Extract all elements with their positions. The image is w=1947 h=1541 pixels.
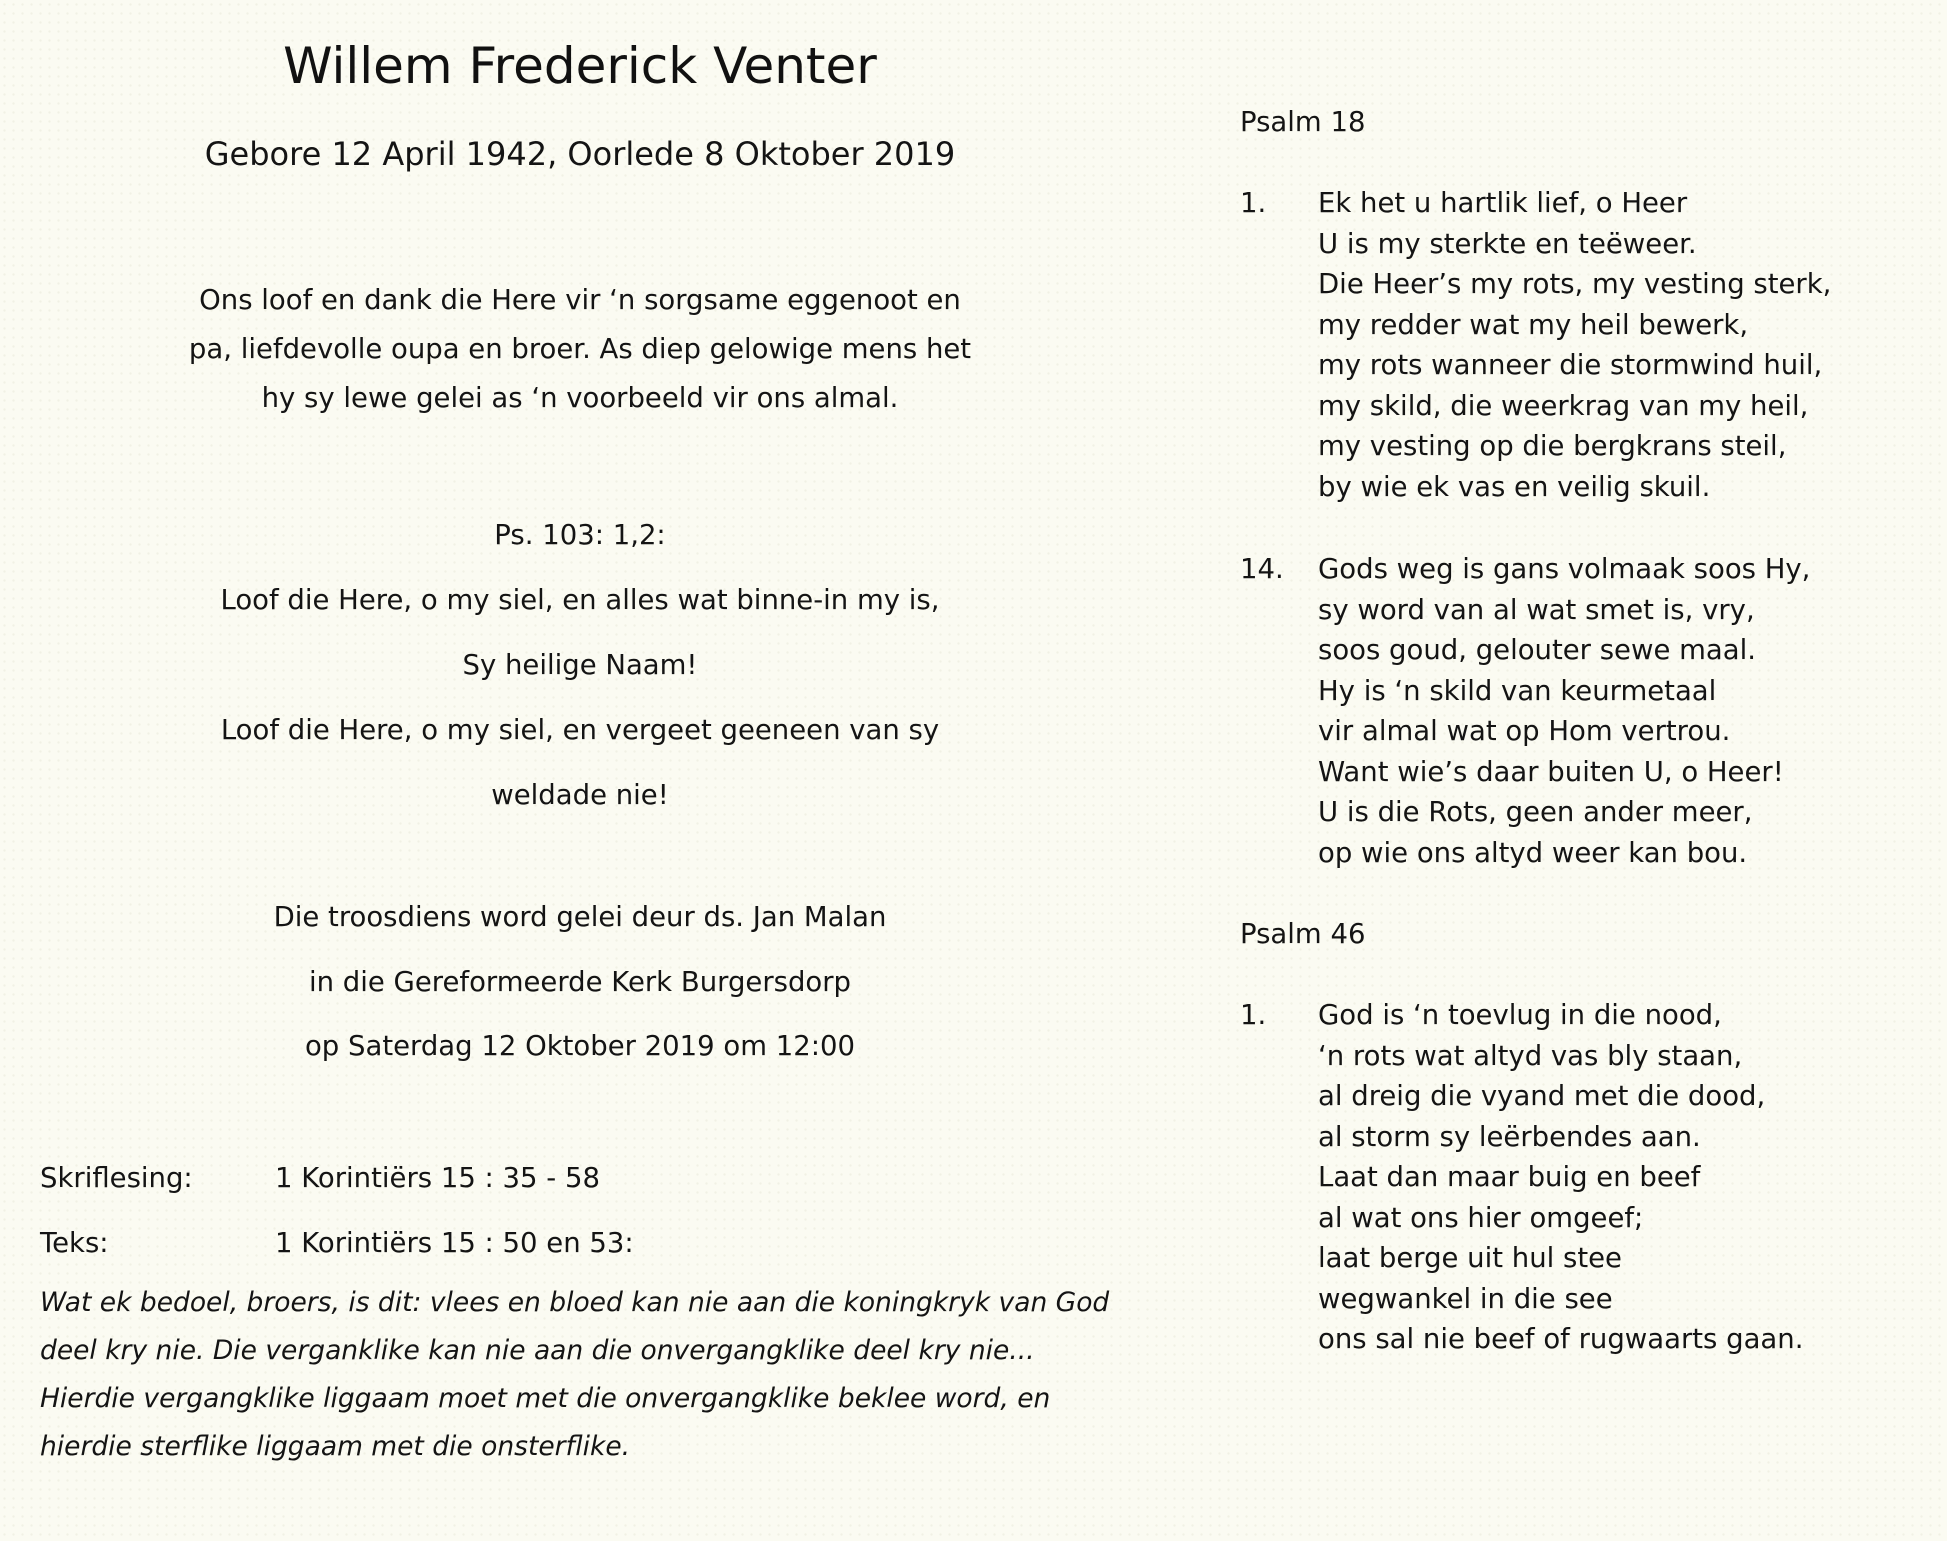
verse-line: al wat ons hier omgeef;: [1318, 1201, 1644, 1234]
verse-line: U is die Rots, geen ander meer,: [1318, 796, 1753, 828]
scripture-line: Sy heilige Naam!: [462, 649, 698, 681]
scripture-line: weldade nie!: [491, 779, 669, 811]
verse-line: ons sal nie beef of rugwaarts gaan.: [1318, 1323, 1804, 1355]
tribute-line: hy sy lewe gelei as ‘n voorbeeld vir ons almal.: [261, 382, 899, 414]
verse-line: Die Heer’s my rots, my vesting sterk,: [1318, 268, 1832, 300]
verse-line: Gods weg is gans volmaak soos Hy,: [1318, 553, 1811, 585]
verse-line: my skild, die weerkrag van my heil,: [1318, 389, 1809, 422]
verse-line: wegwankel in die see: [1318, 1282, 1613, 1315]
verse-line: vir almal wat op Hom vertrou.: [1318, 715, 1731, 747]
birth-death-dates: Gebore 12 April 1942, Oorlede 8 Oktober 2019: [204, 135, 956, 173]
tribute-paragraph: [0, 276, 1160, 423]
quote-line: Hierdie vergangklike liggaam moet met die onvergangklike beklee word, en: [40, 1383, 1051, 1414]
quote-line: Wat ek bedoel, broers, is dit: vlees en bloed kan nie aan die koningkryk van God: [40, 1287, 1110, 1318]
verse-line: my rots wanneer die stormwind huil,: [1318, 349, 1823, 381]
tribute-line: Ons loof en dank die Here vir ‘n sorgsame eggenoot en: [199, 284, 961, 316]
verse-lines: [1318, 183, 1831, 507]
skriflesing-row: [40, 1146, 634, 1211]
service-line: op Saterdag 12 Oktober 2019 om 12:00: [304, 1030, 856, 1062]
reading-section: [40, 1146, 634, 1276]
scripture-passage: [0, 503, 1160, 828]
verse-line: my vesting op die bergkrans steil,: [1318, 430, 1787, 462]
verse-lines: [1318, 995, 1803, 1360]
verse-line: laat berge uit hul stee: [1318, 1242, 1622, 1274]
verse-line: my redder wat my heil bewerk,: [1318, 308, 1749, 341]
scripture-reference: Ps. 103: 1,2:: [494, 519, 666, 551]
service-line: in die Gereformeerde Kerk Burgersdorp: [308, 965, 852, 998]
skriflesing-label: Skriflesing:: [40, 1162, 193, 1194]
psalm-title: Psalm 46: [1240, 918, 1366, 950]
skriflesing-value: 1 Korintiërs 15 : 35 - 58: [275, 1162, 600, 1194]
tribute-line: pa, liefdevolle oupa en broer. As diep gelowige mens het: [188, 333, 972, 365]
verse-line: God is ‘n toevlug in die nood,: [1318, 999, 1722, 1031]
psalm-title: Psalm 18: [1240, 106, 1366, 138]
verse-lines: [1318, 549, 1810, 873]
right-column-psalms: [1240, 0, 1940, 1541]
verse-line: al dreig die vyand met die dood,: [1318, 1080, 1766, 1112]
quote-line: deel kry nie. Die verganklike kan nie aan die onvergangklike deel kry nie...: [40, 1335, 1035, 1366]
scripture-line: Loof die Here, o my siel, en alles wat binne-in my is,: [220, 584, 940, 616]
deceased-name-title: Willem Frederick Venter: [283, 37, 877, 95]
verse-line: ‘n rots wat altyd vas bly staan,: [1318, 1039, 1743, 1072]
verse-line: Laat dan maar buig en beef: [1318, 1161, 1701, 1193]
verse-number: 1.: [1240, 999, 1267, 1031]
verse-line: Ek het u hartlik lief, o Heer: [1318, 187, 1688, 219]
verse-line: sy word van al wat smet is, vry,: [1318, 593, 1755, 626]
service-line: Die troosdiens word gelei deur ds. Jan Malan: [273, 901, 887, 933]
verse-line: Want wie’s daar buiten U, o Heer!: [1318, 755, 1784, 788]
quote-line: hierdie sterflike liggaam met die onsterflike.: [40, 1431, 631, 1462]
verse-line: U is my sterkte en teëweer.: [1318, 227, 1697, 260]
teks-row: [40, 1211, 634, 1276]
text-quote: [40, 1279, 1109, 1471]
verse-line: Hy is ‘n skild van keurmetaal: [1318, 674, 1717, 707]
verse-line: by wie ek vas en veilig skuil.: [1318, 470, 1711, 503]
service-details: [0, 885, 1160, 1079]
verse-number: 1.: [1240, 187, 1267, 219]
verse-line: al storm sy leërbendes aan.: [1318, 1120, 1701, 1153]
scripture-line: Loof die Here, o my siel, en vergeet geeneen van sy: [220, 714, 940, 746]
verse-line: soos goud, gelouter sewe maal.: [1318, 634, 1756, 666]
verse-number: 14.: [1240, 553, 1284, 585]
teks-label: Teks:: [40, 1227, 109, 1259]
teks-value: 1 Korintiërs 15 : 50 en 53:: [275, 1227, 634, 1259]
verse-line: op wie ons altyd weer kan bou.: [1318, 836, 1748, 869]
